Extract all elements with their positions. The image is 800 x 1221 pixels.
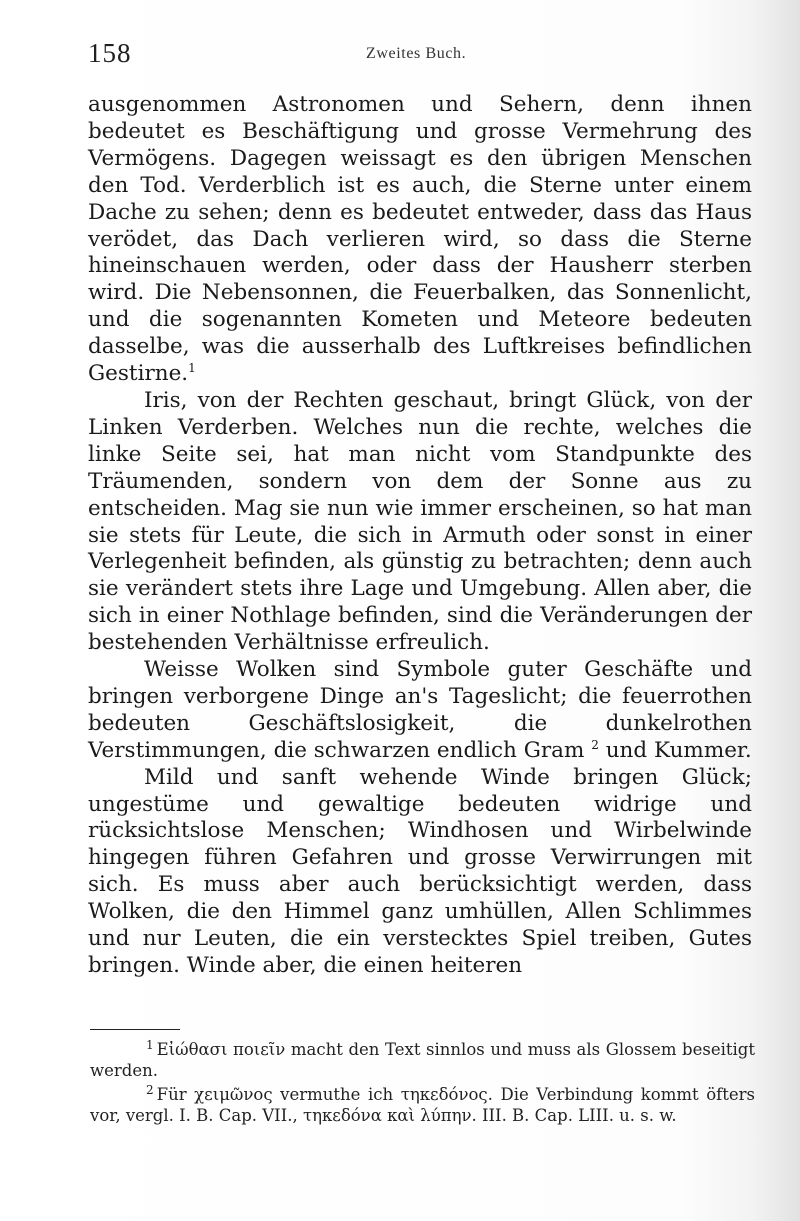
footnote-ref-1: 1 [188,360,196,375]
paragraph-text-tail: und Kummer. [598,737,752,763]
footnote-2 [90,1082,755,1126]
page-number: 158 [88,38,132,68]
footnote-1 [90,1037,755,1081]
main-text [88,92,752,980]
footnote-divider [90,1029,180,1030]
footnote-text: Für χειμῶνος vermuthe ich τηκεδόνος. Die Verbindung kommt öfters vor, vergl. I. B. Cap. VII., τηκεδόνα καὶ λύπην. III. B. Cap. LIII. u. s. w. [90,1085,755,1125]
footnotes [90,1037,755,1130]
paragraph-text: Weisse Wolken sind Symbole guter Geschäfte und bringen verborgene Dinge an's Tageslicht; die feuerrothen bedeuten Geschäftslosigkeit, die dunkelrothen Verstimmungen, die schwarzen endlich Gram [88,657,752,763]
footnote-number: 2 [146,1082,154,1097]
paragraph-text: Iris, von der Rechten geschaut, bringt Glück, von der Linken Verderben. Welches nun die rechte, welches die linke Seite sei, hat man nicht vom Standpunkte des Träumenden, sondern von dem der Sonne aus zu entscheiden. Mag sie nun wie immer erscheinen, so hat man sie stets für Leute, die sich in Armuth oder sonst in einer Verlegenheit befinden, als günstig zu betrachten; denn auch sie verändert stets ihre Lage und Umgebung. Allen aber, die sich in einer Nothlage befinden, sind die Veränderungen der bestehenden Verhältnisse erfreulich. [88,387,752,656]
footnote-ref-2: 2 [591,737,599,752]
page-header [88,38,743,72]
paragraph-1 [88,92,752,388]
paragraph-4 [88,765,752,980]
paragraph-3 [88,657,752,765]
paragraph-text: ausgenommen Astronomen und Sehern, denn ihnen bedeutet es Beschäftigung und grosse Vermehrung des Vermögens. Dagegen weissagt es den übrigen Menschen den Tod. Verderblich ist es auch, die Sterne unter einem Dache zu sehen; denn es bedeutet entweder, dass das Haus verödet, das Dach verlieren wird, so dass die Sterne hineinschauen werden, oder dass der Hausherr sterben wird. Die Nebensonnen, die Feuerbalken, das Sonnenlicht, und die sogenannten Kometen und Meteore bedeuten dasselbe, was die ausserhalb des Luftkreises befindlichen Gestirne. [88,92,752,387]
footnote-number: 1 [146,1037,154,1052]
running-head: Zweites Buch. [366,45,467,62]
paragraph-2 [88,388,752,657]
footnote-text: Εἰώθασι ποιεῖν macht den Text sinnlos und muss als Glossem beseitigt werden. [90,1040,755,1080]
paragraph-text: Mild und sanft wehende Winde bringen Glück; ungestüme und gewaltige bedeuten widrige und rücksichtslose Menschen; Windhosen und Wirbelwinde hingegen führen Gefahren und grosse Verwirrungen mit sich. Es muss aber auch berücksichtigt werden, dass Wolken, die den Himmel ganz umhüllen, Allen Schlimmes und nur Leuten, die ein verstecktes Spiel treiben, Gutes bringen. Winde aber, die einen heiteren [88,764,752,978]
